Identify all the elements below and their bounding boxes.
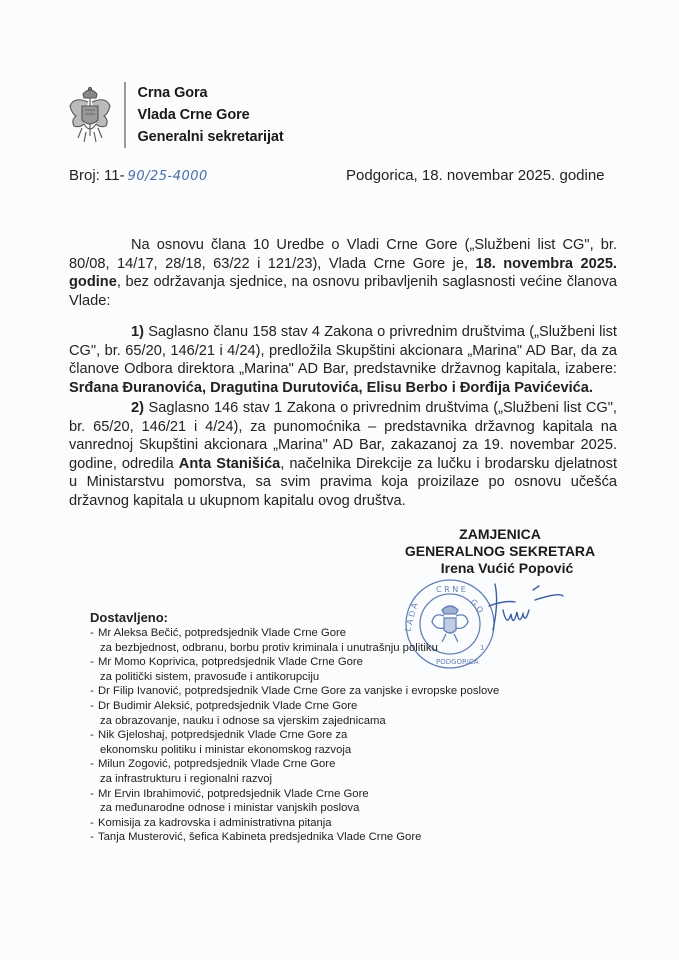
distribution-item <box>90 830 650 845</box>
letterhead <box>68 82 284 152</box>
list-dash: - <box>90 758 94 771</box>
list-dash: - <box>90 699 94 712</box>
signatory-title-1: ZAMJENICA <box>459 526 541 542</box>
distribution-item <box>90 787 650 816</box>
item-2-text: Saglasno 146 stav 1 Zakona o privrednim društvima („Službeni list CG", br. 65/20, 146/21 i 4/24), za punomoćnika – predstavnika državnog kapitala na vanrednoj Skupštini akcionara „Marina" AD Bar, zakazanoj za 19. novembar 2025. godine, odredila <box>69 400 617 472</box>
distribution-item <box>90 655 650 684</box>
recipient: Komisija za kadrovska i administrativna pitanja <box>98 816 332 829</box>
recipient: Milun Zogović, potpredsjednik Vlade Crne Gore <box>98 758 336 771</box>
reference-number <box>69 167 208 184</box>
recipient-role: za obrazovanje, nauku i odnose sa vjerskim zajednicama <box>100 714 386 727</box>
header-divider <box>124 82 126 148</box>
svg-text:C R N E: C R N E <box>436 585 466 594</box>
recipient-role: za bezbjednost, odbranu, borbu protiv kriminala i unutrašnju politiku <box>100 641 438 654</box>
recipient: Mr Aleksa Bečić, potpredsjednik Vlade Crne Gore <box>98 627 347 639</box>
signature-block <box>400 526 600 577</box>
intro-text-cont: , bez održavanja sjednice, na osnovu pribavljenih saglasnosti većine članova Vlade: <box>69 274 617 309</box>
distribution-item <box>90 816 650 831</box>
recipient: Nik Gjeloshaj, potpredsjednik Vlade Crne Gore za <box>98 729 348 742</box>
list-dash: - <box>90 627 94 639</box>
intro-date: 18. novembra 2025. godine <box>69 255 617 291</box>
item-1-number: 1) <box>131 324 144 340</box>
intro-paragraph <box>69 236 617 310</box>
svg-text:PODGORICA: PODGORICA <box>436 658 479 666</box>
recipient-role: za međunarodne odnose i ministar vanjskih poslova <box>100 802 360 815</box>
reference-handwritten: 90/25-4000 <box>127 169 208 184</box>
reference-label: Broj: 11- <box>69 167 125 184</box>
svg-text:G O: G O <box>468 597 486 615</box>
item-1-paragraph <box>69 323 617 397</box>
recipient: Mr Momo Koprivica, potpredsjednik Vlade Crne Gore <box>98 656 363 669</box>
recipient: Tanja Musterović, šefica Kabineta predsjednika Vlade Crne Gore <box>98 831 422 844</box>
header-government: Vlada Crne Gore <box>137 107 250 123</box>
list-dash: - <box>90 787 94 800</box>
distribution-item <box>90 626 650 655</box>
coat-of-arms-icon <box>68 84 112 144</box>
distribution-item <box>90 728 650 757</box>
item-2-text-after: , načelnika Direkcije za lučku i brodarsku djelatnost u Ministarstvu pomorstva, sa svim pravima koja proizilaze po osnovu učešća državnog kapitala u ukupnom kapitalu ovog društva. <box>69 455 617 509</box>
recipient-role: za infrastrukturu i regionalni razvoj <box>100 772 273 785</box>
distribution-title: Dostavljeno: <box>90 610 169 625</box>
list-dash: - <box>90 729 94 742</box>
list-dash: - <box>90 656 94 669</box>
header-secretariat: Generalni sekretarijat <box>137 129 284 145</box>
list-dash: - <box>90 685 94 698</box>
item-2-number: 2) <box>131 400 144 416</box>
signatory-title-2: GENERALNOG SEKRETARA <box>404 543 596 559</box>
distribution-item <box>90 699 650 728</box>
svg-text:L A D A: L A D A <box>403 601 420 633</box>
header-text <box>138 82 284 148</box>
distribution-item <box>90 684 650 699</box>
item-1-names: Srđana Đuranovića, Dragutina Durutovića, Elisu Berbo i Đorđija Pavićevića. <box>69 379 593 396</box>
svg-text:1: 1 <box>480 644 485 652</box>
signatory-name: Irena Vućić Popović <box>440 560 574 576</box>
recipient: Dr Budimir Aleksić, potpredsjednik Vlade Crne Gore <box>98 699 358 712</box>
distribution-item <box>90 757 650 786</box>
recipient: Mr Ervin Ibrahimović, potpredsjednik Vlade Crne Gore <box>98 787 369 800</box>
item-2-paragraph <box>69 399 617 511</box>
recipient-role: ekonomsku politiku i ministar ekonomskog razvoja <box>100 743 352 756</box>
place-date: Podgorica, 18. novembar 2025. godine <box>346 167 605 184</box>
intro-text: Na osnovu člana 10 Uredbe o Vladi Crne Gore („Službeni list CG", br. 80/08, 14/17, 28/18, 63/22 i 121/23), Vlada Crne Gore je, <box>69 237 617 272</box>
recipient-role: za politički sistem, pravosuđe i antikorupciju <box>100 670 320 683</box>
header-country: Crna Gora <box>137 85 208 101</box>
list-dash: - <box>90 831 94 844</box>
item-2-name: Anta Stanišića <box>178 455 281 472</box>
list-dash: - <box>90 816 94 829</box>
recipient: Dr Filip Ivanović, potpredsjednik Vlade Crne Gore za vanjske i evropske poslove <box>98 685 500 698</box>
item-1-text: Saglasno članu 158 stav 4 Zakona o privrednim društvima („Službeni list CG", br. 65/20, 146/21 i 4/24), predložila Skupštini akcionara „Marina" AD Bar, da za članove Odbora direktora „Marina" AD Bar, predstavnike državnog kapitala, izabere: <box>69 324 617 378</box>
distribution-list <box>90 610 650 845</box>
